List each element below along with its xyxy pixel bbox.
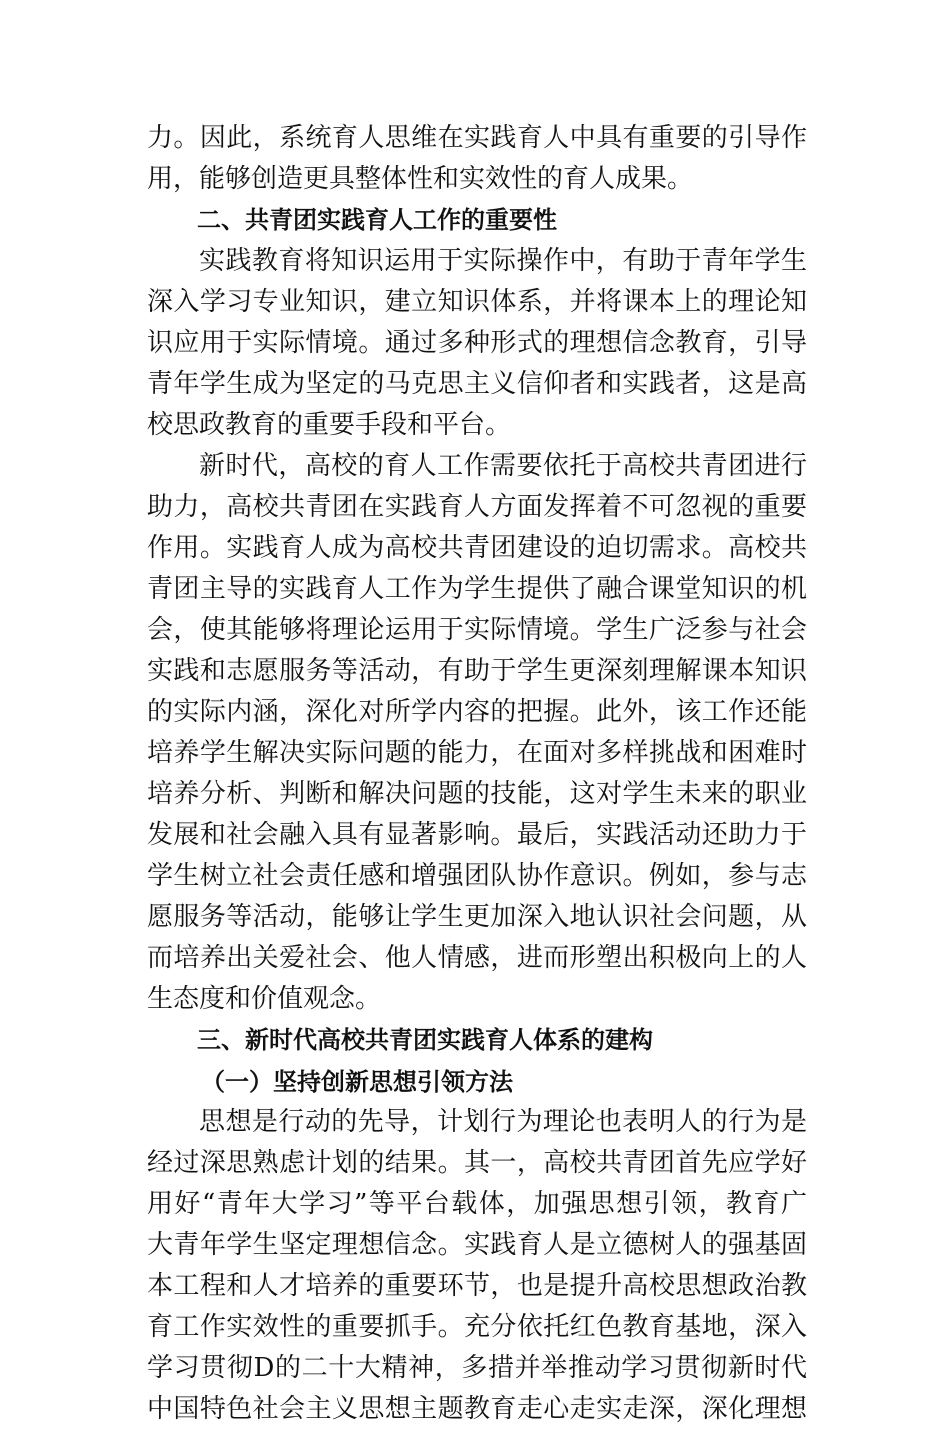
text-line: 培养分析、判断和解决问题的技能，这对学生未来的职业 — [147, 779, 807, 809]
text-line: 思想是行动的先导，计划行为理论也表明人的行为是 — [199, 1107, 807, 1137]
text-line: 校思政教育的重要手段和平台。 — [147, 410, 512, 440]
subsection-heading-innovation: （一）坚持创新思想引领方法 — [201, 1067, 513, 1096]
text-line: 用，能够创造更具整体性和实效性的育人成果。 — [147, 164, 694, 194]
text-line: 新时代，高校的育人工作需要依托于高校共青团进行 — [199, 451, 807, 481]
paragraph-practice-education — [147, 241, 807, 446]
text-line: 生态度和价值观念。 — [147, 984, 382, 1014]
text-line: 大青年学生坚定理想信念。实践育人是立德树人的强基固 — [147, 1230, 807, 1260]
text-line: 经过深思熟虑计划的结果。其一，高校共青团首先应学好 — [147, 1148, 807, 1178]
text-line: 实践和志愿服务等活动，有助于学生更深刻理解课本知识 — [147, 656, 807, 686]
text-line: 力。因此，系统育人思维在实践育人中具有重要的引导作 — [147, 123, 807, 153]
text-line: 识应用于实际情境。通过多种形式的理想信念教育，引导 — [147, 328, 807, 358]
text-line: 中国特色社会主义思想主题教育走心走实走深，深化理想 — [147, 1394, 807, 1424]
text-line: 育工作实效性的重要抓手。充分依托红色教育基地，深入 — [147, 1312, 807, 1342]
text-line: 的实际内涵，深化对所学内容的把握。此外，该工作还能 — [147, 697, 807, 727]
text-line: 实践教育将知识运用于实际操作中，有助于青年学生 — [199, 246, 807, 276]
text-line: 学习贯彻D的二十大精神，多措并举推动学习贯彻新时代 — [147, 1353, 807, 1383]
text-line: 学生树立社会责任感和增强团队协作意识。例如，参与志 — [147, 861, 807, 891]
paragraph-system-thinking — [147, 118, 807, 200]
text-line: 培养学生解决实际问题的能力，在面对多样挑战和困难时 — [147, 738, 807, 768]
text-line: 愿服务等活动，能够让学生更加深入地认识社会问题，从 — [147, 902, 807, 932]
paragraph-new-era — [147, 446, 807, 1020]
text-line: 深入学习专业知识，建立知识体系，并将课本上的理论知 — [147, 287, 807, 317]
text-line: 助力，高校共青团在实践育人方面发挥着不可忽视的重要 — [147, 492, 807, 522]
text-line: 青年学生成为坚定的马克思主义信仰者和实践者，这是高 — [147, 369, 807, 399]
text-line: 青团主导的实践育人工作为学生提供了融合课堂知识的机 — [147, 574, 807, 604]
paragraph-thought-guidance — [147, 1102, 807, 1430]
section-heading-importance: 二、共青团实践育人工作的重要性 — [197, 206, 557, 234]
text-line: 发展和社会融入具有显著影响。最后，实践活动还助力于 — [147, 820, 807, 850]
document-body — [147, 118, 807, 1430]
text-line: 作用。实践育人成为高校共青团建设的迫切需求。高校共 — [147, 533, 807, 563]
text-line: 而培养出关爱社会、他人情感，进而形塑出积极向上的人 — [147, 943, 807, 973]
section-heading-system-construction: 三、新时代高校共青团实践育人体系的建构 — [197, 1026, 653, 1054]
text-line: 用好“青年大学习”等平台载体，加强思想引领，教育广 — [147, 1189, 807, 1219]
text-line: 本工程和人才培养的重要环节，也是提升高校思想政治教 — [147, 1271, 807, 1301]
text-line: 会，使其能够将理论运用于实际情境。学生广泛参与社会 — [147, 615, 807, 645]
